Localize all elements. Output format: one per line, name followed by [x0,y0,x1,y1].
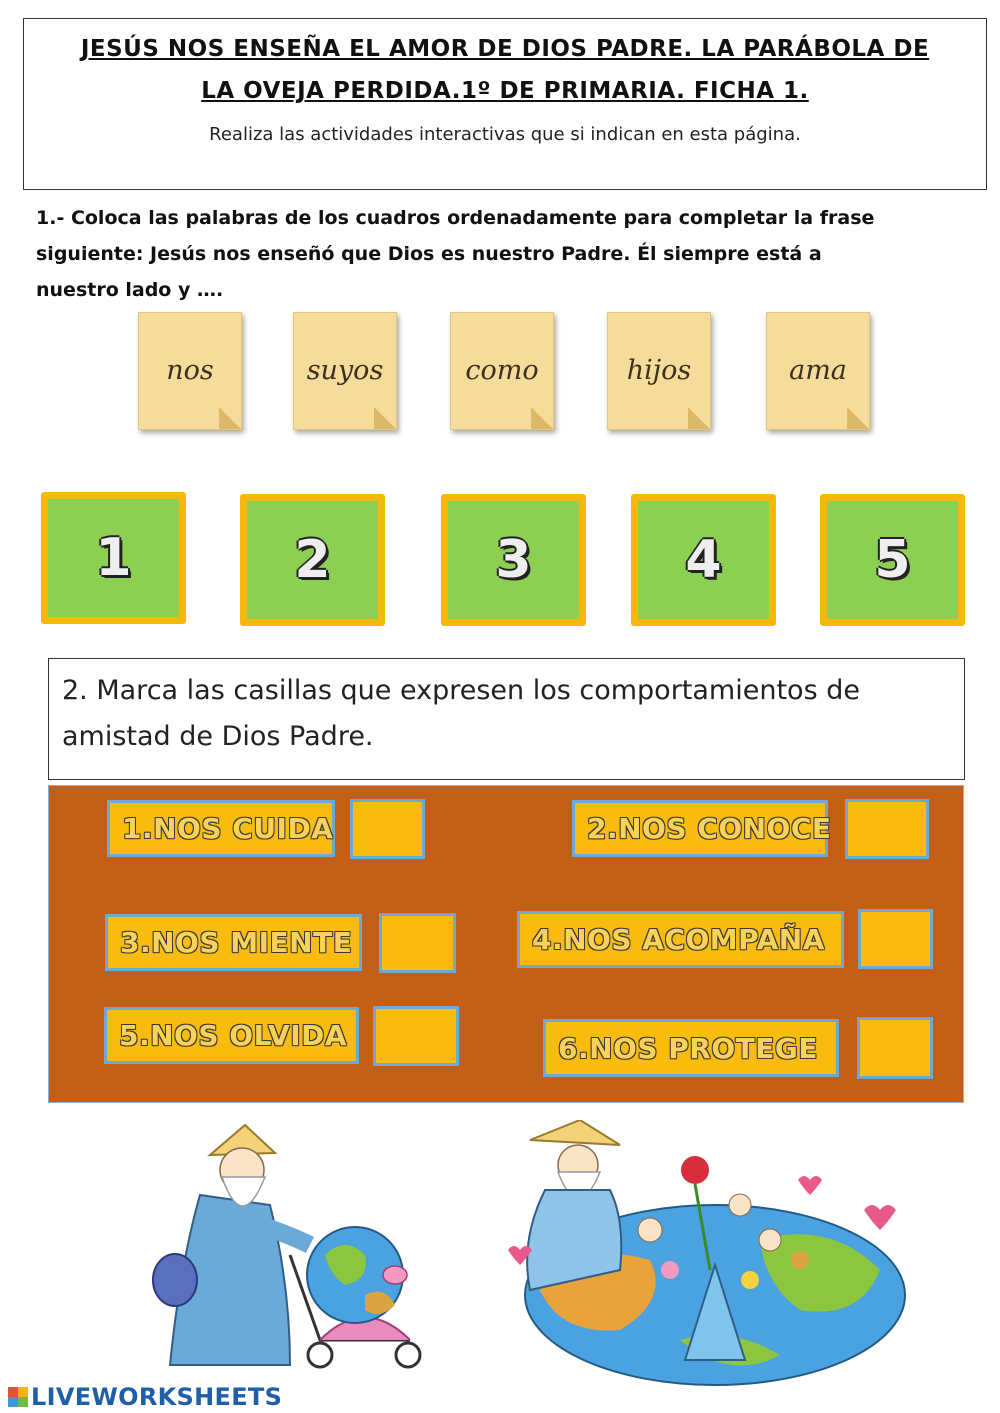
activity-1-line-3: nuestro lado y …. [36,279,224,301]
word-card-hijos[interactable] [607,312,711,430]
activity-2-line-1: 2. Marca las casillas que expresen los comportamientos de [62,675,860,706]
drop-slot-5[interactable] [820,494,965,626]
god-embracing-world-illustration [500,1120,920,1390]
option-label-5: 5.NOS OLVIDA [104,1007,359,1064]
title-line-2: LA OVEJA PERDIDA.1º DE PRIMARIA. FICHA 1. [201,78,809,104]
word-card-label: ama [789,355,847,386]
logo-icon [8,1387,28,1407]
slot-number: 2 [294,530,331,590]
activity-1-line-2: siguiente: Jesús nos enseñó que Dios es nuestro Padre. Él siempre está a [36,243,822,265]
option-label-4: 4.NOS ACOMPAÑA [517,911,844,968]
instructions: Realiza las actividades interactivas que si indican en esta página. [209,124,801,145]
word-card-como[interactable] [450,312,554,430]
liveworksheets-logo [8,1383,282,1411]
title-line-1: JESÚS NOS ENSEÑA EL AMOR DE DIOS PADRE. LA PARÁBOLA DE [80,36,930,62]
word-card-label: suyos [306,355,384,386]
word-card-label: como [465,355,539,386]
slot-number: 3 [495,530,532,590]
drop-slot-1[interactable] [41,492,186,624]
activity-2-line-2: amistad de Dios Padre. [62,721,374,752]
drop-slot-3[interactable] [441,494,586,626]
word-card-suyos[interactable] [293,312,397,430]
god-with-stroller-illustration [140,1115,440,1375]
option-checkbox-3[interactable] [379,913,456,973]
activity-1-prompt [36,200,956,308]
word-card-nos[interactable] [138,312,242,430]
option-checkbox-2[interactable] [845,799,929,859]
slot-number: 1 [95,528,132,588]
activity-2-prompt [62,668,952,760]
option-checkbox-1[interactable] [350,799,425,859]
option-label-1: 1.NOS CUIDA [107,800,335,857]
option-checkbox-5[interactable] [373,1006,459,1066]
option-label-3: 3.NOS MIENTE [105,914,362,971]
option-checkbox-6[interactable] [857,1017,933,1079]
word-card-ama[interactable] [766,312,870,430]
word-card-label: nos [166,355,214,386]
drop-slot-4[interactable] [631,494,776,626]
option-label-6: 6.NOS PROTEGE [543,1019,839,1077]
page-title [40,28,970,112]
slot-number: 4 [685,530,722,590]
logo-text: LIVEWORKSHEETS [31,1383,283,1411]
slot-number: 5 [874,530,911,590]
option-checkbox-4[interactable] [858,909,933,969]
option-label-2: 2.NOS CONOCE [572,800,828,857]
activity-1-line-1: 1.- Coloca las palabras de los cuadros ordenadamente para completar la frase [36,207,875,229]
drop-slot-2[interactable] [240,494,385,626]
word-card-label: hijos [626,355,692,386]
